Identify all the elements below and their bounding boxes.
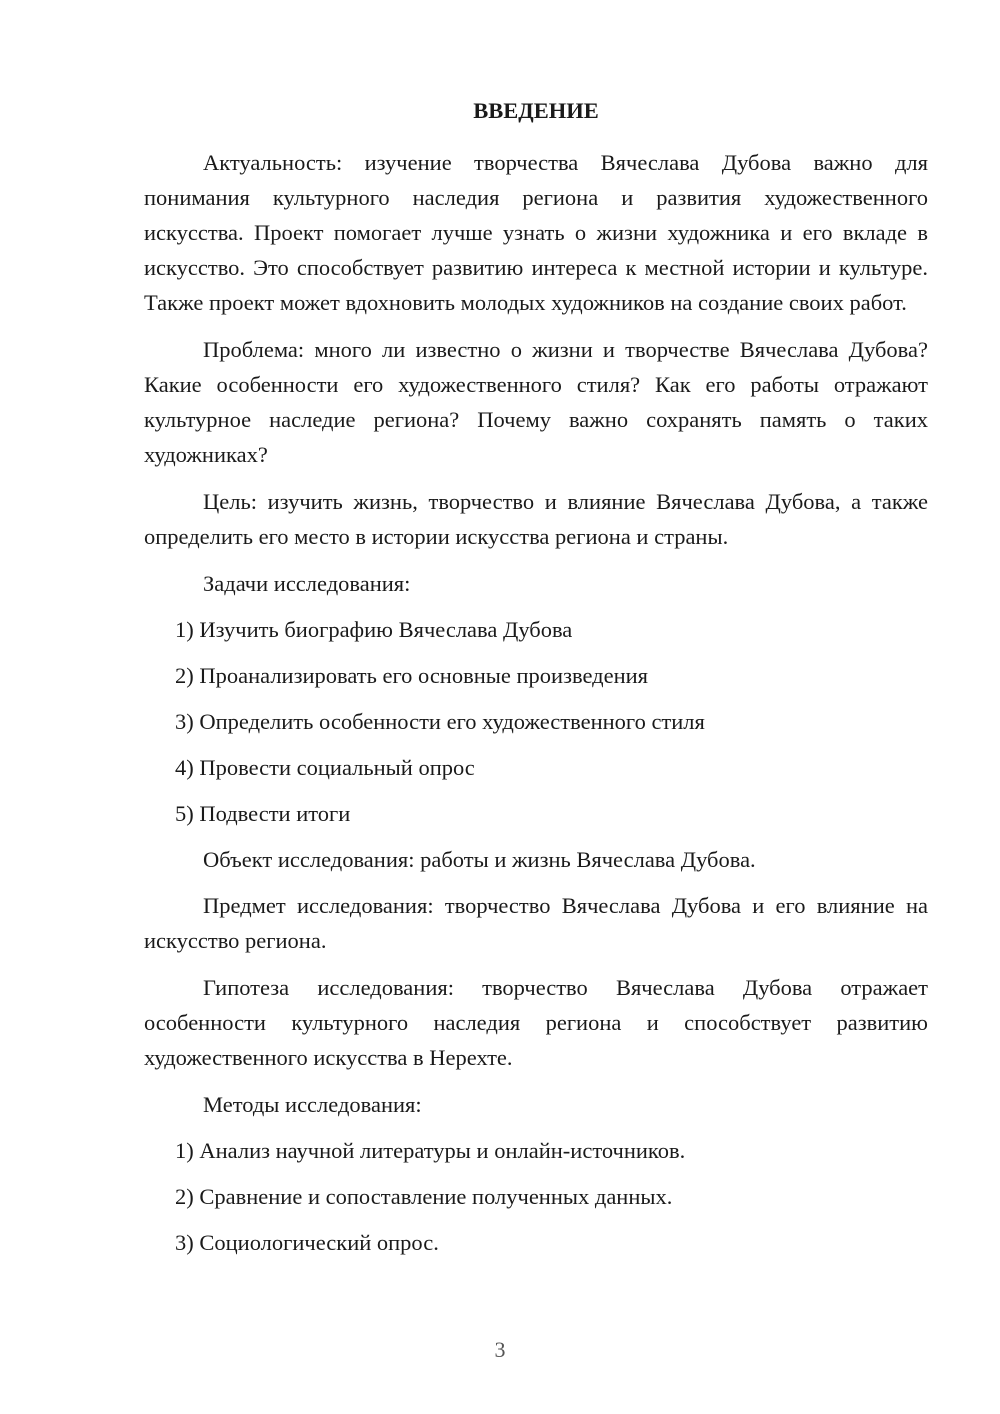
task-item: 4) Провести социальный опрос (175, 755, 475, 780)
tasks-label: Задачи исследования: (203, 571, 411, 596)
task-item: 1) Изучить биографию Вячеслава Дубова (175, 617, 573, 642)
problem-paragraph: Проблема: много ли известно о жизни и творчестве Вячеслава Дубова? Какие особенности его художественного стиля? Как его работы отражают культурное наследие региона? Почему важно сохранять память о таких художниках? (144, 337, 928, 467)
task-item: 5) Подвести итоги (175, 801, 351, 826)
task-item: 3) Определить особенности его художественного стиля (175, 709, 705, 734)
method-item: 2) Сравнение и сопоставление полученных данных. (175, 1184, 673, 1209)
task-item: 2) Проанализировать его основные произведения (175, 663, 649, 688)
method-item: 3) Социологический опрос. (175, 1230, 439, 1255)
method-item: 1) Анализ научной литературы и онлайн-источников. (175, 1138, 686, 1163)
tasks-section (144, 566, 928, 842)
page-number: 3 (494, 1337, 506, 1362)
section-heading: ВВЕДЕНИЕ (473, 98, 599, 123)
hypothesis-paragraph: Гипотеза исследования: творчество Вячеслава Дубова отражает особенности культурного наследия региона и способствует развитию художественного искусства в Нерехте. (144, 975, 928, 1070)
methods-label: Методы исследования: (203, 1092, 422, 1117)
object-paragraph: Объект исследования: работы и жизнь Вячеслава Дубова. (203, 847, 756, 872)
methods-section (144, 1087, 928, 1271)
goal-paragraph: Цель: изучить жизнь, творчество и влияние Вячеслава Дубова, а также определить его место в истории искусства региона и страны. (144, 489, 928, 549)
subject-paragraph: Предмет исследования: творчество Вячеслава Дубова и его влияние на искусство региона. (144, 893, 928, 953)
relevance-paragraph: Актуальность: изучение творчества Вячеслава Дубова важно для понимания культурного наследия региона и развития художественного искусства. Проект помогает лучше узнать о жизни художника и его вкладе в искусство. Это способствует развитию интереса к местной истории и культуре. Также проект может вдохновить молодых художников на создание своих работ. (144, 150, 928, 315)
page-content (144, 96, 928, 1271)
